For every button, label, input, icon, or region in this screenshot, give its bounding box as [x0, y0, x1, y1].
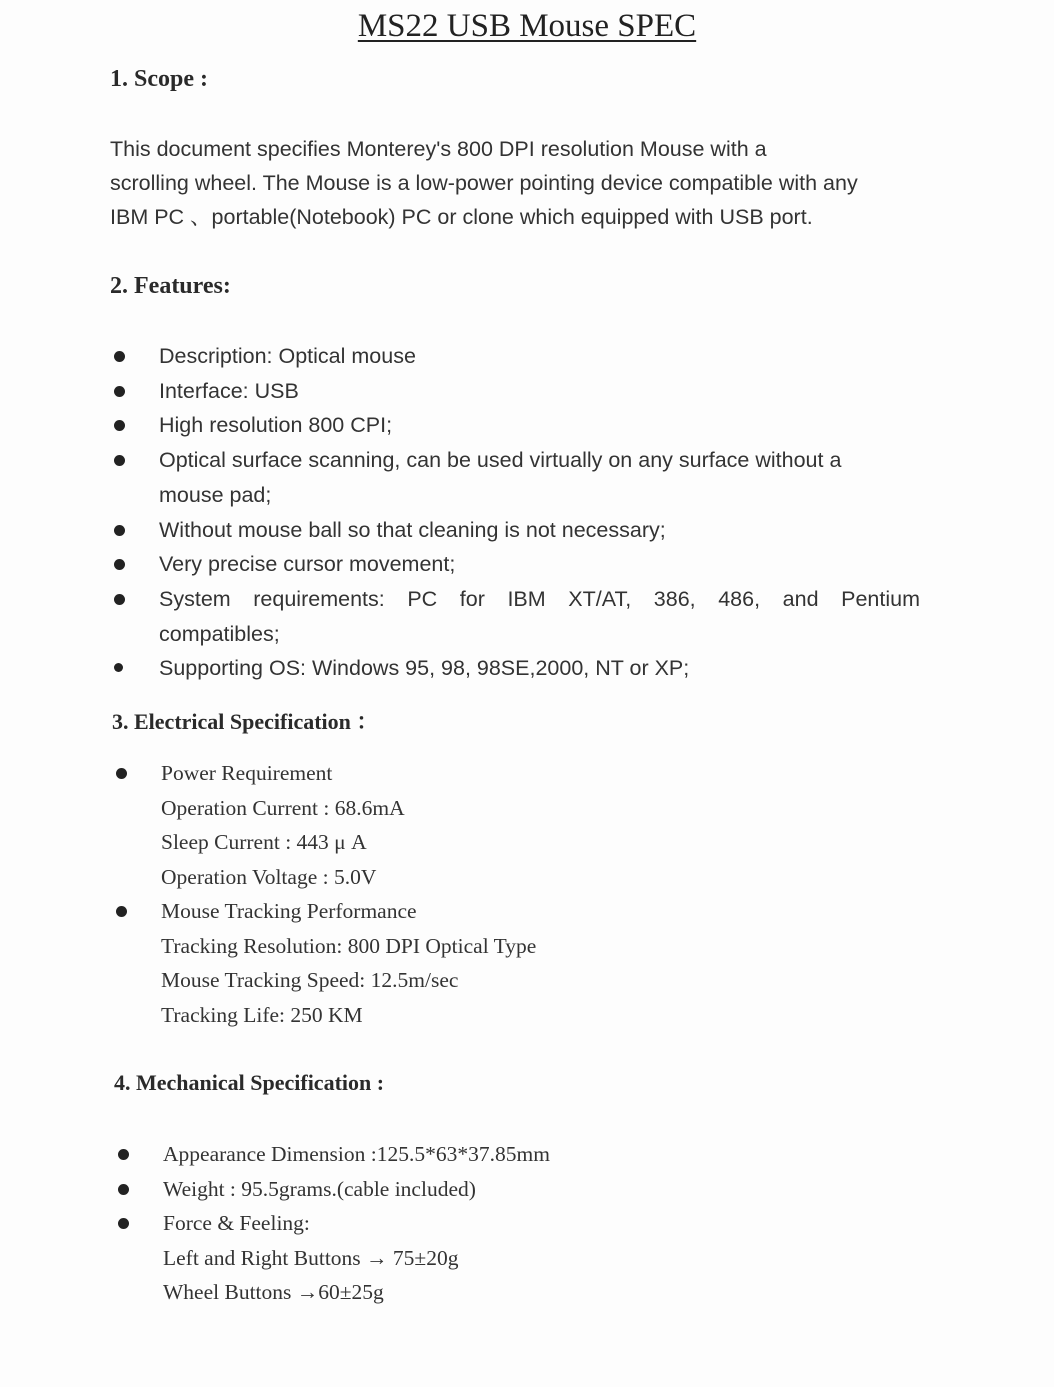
list-item: Appearance Dimension :125.5*63*37.85mm	[116, 1137, 816, 1172]
scope-line: This document specifies Monterey's 800 DPI resolution Mouse with a	[110, 137, 767, 161]
list-item: Very precise cursor movement;	[112, 547, 920, 582]
list-item: Weight : 95.5grams.(cable included)	[116, 1172, 816, 1207]
scope-line: IBM PC 、portable(Notebook) PC or clone which equipped with USB port.	[110, 205, 813, 229]
bullet-icon	[114, 663, 123, 672]
list-item: Optical surface scanning, can be used virtually on any surface without a mouse pad;	[112, 443, 920, 512]
list-item: Without mouse ball so that cleaning is not necessary;	[112, 513, 920, 548]
bullet-icon	[116, 768, 127, 779]
electrical-list	[114, 756, 814, 1032]
electrical-heading: 3. Electrical Specification ：	[112, 709, 379, 734]
list-item: Force & Feeling: Left and Right Buttons → 75±20g Wheel Buttons →60±25g	[116, 1206, 816, 1310]
bullet-icon	[116, 906, 127, 917]
bullet-icon	[118, 1218, 129, 1229]
mechanical-list	[116, 1137, 816, 1310]
features-list	[112, 339, 920, 686]
list-item: Interface: USB	[112, 374, 920, 409]
scope-line: scrolling wheel. The Mouse is a low-power pointing device compatible with any	[110, 171, 858, 195]
mechanical-heading: 4. Mechanical Specification :	[114, 1070, 385, 1095]
list-item: Description: Optical mouse	[112, 339, 920, 374]
bullet-icon	[114, 559, 125, 570]
list-item: Power Requirement Operation Current : 68.6mA Sleep Current : 443 μ A Operation Voltage : 5.0V	[114, 756, 814, 894]
bullet-icon	[114, 594, 125, 605]
list-item: Mouse Tracking Performance Tracking Resolution: 800 DPI Optical Type Mouse Tracking Speed: 12.5m/sec Tracking Life: 250 KM	[114, 894, 814, 1032]
bullet-icon	[118, 1149, 129, 1160]
scope-heading: 1. Scope :	[110, 66, 208, 92]
features-heading: 2. Features:	[110, 273, 231, 299]
list-item: System requirements: PC for IBM XT/AT, 386, 486, and Pentium compatibles;	[112, 582, 920, 651]
list-item: Supporting OS: Windows 95, 98, 98SE,2000, NT or XP;	[112, 651, 920, 686]
document-title: MS22 USB Mouse SPEC	[357, 8, 697, 44]
bullet-icon	[118, 1184, 129, 1195]
bullet-icon	[114, 455, 125, 466]
bullet-icon	[114, 525, 125, 536]
list-item: High resolution 800 CPI;	[112, 408, 920, 443]
bullet-icon	[114, 420, 125, 431]
bullet-icon	[114, 351, 125, 362]
scope-paragraph	[110, 132, 930, 234]
bullet-icon	[114, 386, 125, 397]
